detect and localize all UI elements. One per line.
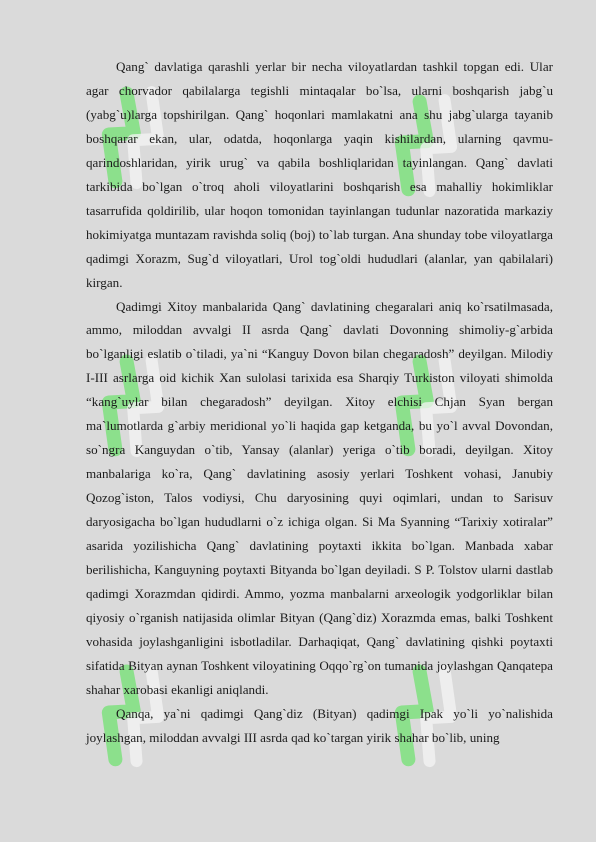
paragraph: Qang` davlatiga qarashli yerlar bir necha viloyatlardan tashkil topgan edi. Ular agar chorvador qabilalarga tegishli mintaqalar bo`lsa, ularni boshqarish jabg`u (yabg`u)larga topshirilgan. Qang` hoqonlari mamlakatni ana shu jabg`ularga tayanib boshqarar ekan, ular, odatda, hoqonlarga yaqin kishilardan, ularning qavmu-qarindoshlaridan, yirik urug` va qabila boshliqlaridan tayinlangan. Qang` davlati tarkibida bo`lgan o`troq aholi viloyatlarini boshqarish esa mahalliy hokimliklar tasarrufida qoldirilib, ular hoqon tomonidan tayinlangan tudunlar nazoratida markaziy hokimiyatga muntazam ravishda soliq (boj) to`lab turgan. Ana shunday tobe viloyatlarga qadimgi Xorazm, Sug`d viloyatlari, Urol tog`oldi hududlari (alanlar, yan qabilalari) kirgan. [86,59,553,290]
paragraph: Qadimgi Xitoy manbalarida Qang` davlatining chegaralari aniq ko`rsatilmasada, ammo, miloddan avvalgi II asrda Qang` davlati Dovonning shimoliy-g`arbida bo`lganligi eslatib o`tiladi, ya`ni “Kanguy Dovon bilan chegaradosh” deyilgan. Milodiy I-III asrlarga oid kichik Xan sulolasi tarixida esa Sharqiy Turkiston viloyati shimolda “kang`uylar bilan chegaradosh” deyilgan. Xitoy elchisi Chjan Syan bergan ma`lumotlarda g`arbiy meridional yo`li haqida gap ketganda, bu yo`l avval Dovondan, so`ngra Kanguydan o`tib, Yansay (alanlar) yeriga o`tib boradi, deyilgan. Xitoy manbalariga ko`ra, Qang` davlatining asosiy yerlari Toshkent vohasi, Janubiy Qozog`iston, Talos vodiysi, Chu daryosining quyi oqimlari, undan to Sarisuv daryosigacha bo`lgan hududlarni o`z ichiga olgan. Si Ma Syanning “Tarixiy xotiralar” asarida yozilishicha Qang` davlatining poytaxti ikkita bo`lgan. Manbada xabar berilishicha, Kanguyning poytaxti Bityanda bo`lgan deyiladi. S P. Tolstov ularni dastlab qadimgi Xorazmdan qidirdi. Ammo, yozma manbalarni arxeologik yodgorliklar bilan qiyosiy o`rganish natijasida olimlar Bityan (Qang`diz) Xorazmda emas, balki Toshkent vohasida joylashganligini isbotladilar. Darhaqiqat, Qang` davlatining qishki poytaxti sifatida Bityan aynan Toshkent viloyatining Oqqo`rg`on tumanida joylashgan Qanqatepa shahar xarobasi ekanligi aniqlandi. [86,298,553,697]
document-body [86,55,553,750]
paragraph: Qanqa, ya`ni qadimgi Qang`diz (Bityan) qadimgi Ipak yo`li yo`nalishida joylashgan, miloddan avvalgi III asrda qad ko`targan yirik shahar bo`lib, uning [86,705,553,745]
